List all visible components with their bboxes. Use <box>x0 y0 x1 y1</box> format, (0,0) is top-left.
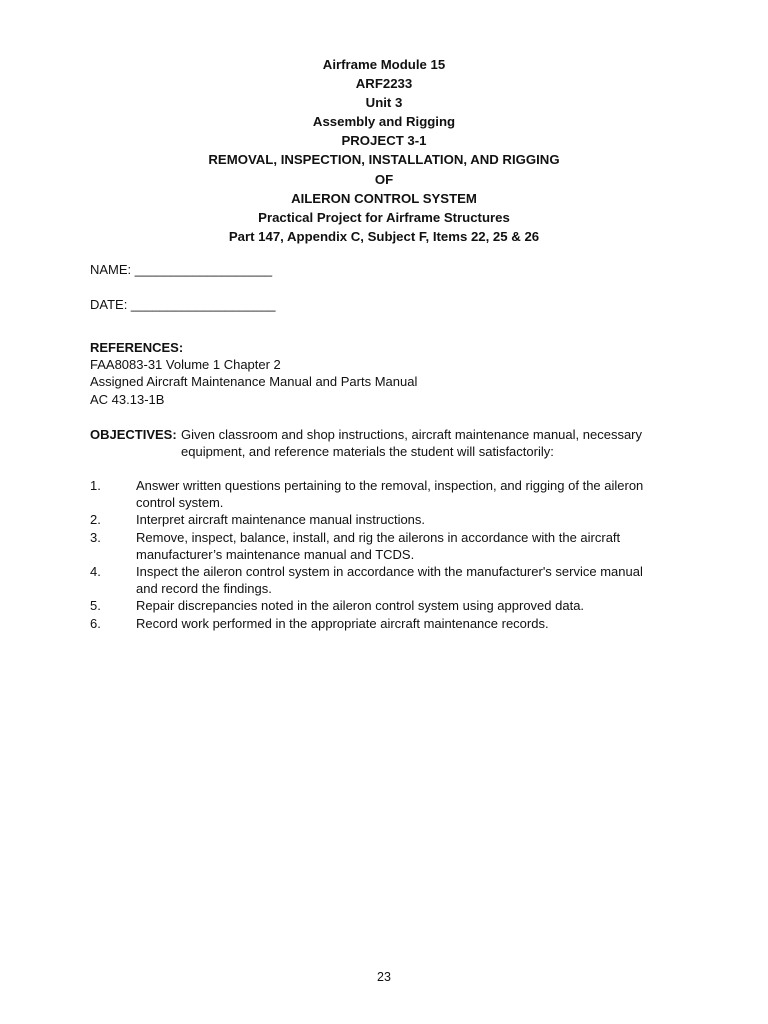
course-code: ARF2233 <box>355 76 413 92</box>
reference-item: Assigned Aircraft Maintenance Manual and Parts Manual <box>90 374 418 390</box>
objectives-list <box>90 477 680 632</box>
project-title-line-2: OF <box>374 171 394 187</box>
list-item-number: 5. <box>90 598 101 614</box>
project-title-line-3: AILERON CONTROL SYSTEM <box>291 190 477 206</box>
list-item <box>90 477 680 511</box>
list-item-text: Inspect the aileron control system in accordance with the manufacturer's service manual and record the findings. <box>136 564 643 597</box>
list-item <box>90 529 680 563</box>
list-item-text: Record work performed in the appropriate aircraft maintenance records. <box>136 615 549 631</box>
list-item-number: 1. <box>90 478 101 493</box>
list-item-text: Remove, inspect, balance, install, and rig the ailerons in accordance with the aircraft manufacturer’s maintenance manual and TCDS. <box>136 529 621 562</box>
list-item-text: Interpret aircraft maintenance manual instructions. <box>136 512 426 528</box>
list-item-number: 2. <box>90 512 101 528</box>
project-subtitle: Practical Project for Airframe Structures <box>258 209 510 225</box>
project-title-line-1: REMOVAL, INSPECTION, INSTALLATION, AND RIGGING <box>208 152 560 168</box>
page-number: 23 <box>377 970 391 984</box>
list-item-number: 3. <box>90 529 101 545</box>
list-item-text: Repair discrepancies noted in the aileron control system using approved data. <box>136 598 585 614</box>
list-item-text: Answer written questions pertaining to the removal, inspection, and rigging of the aileron control system. <box>136 478 644 511</box>
list-item-number: 4. <box>90 564 101 580</box>
reference-item: FAA8083-31 Volume 1 Chapter 2 <box>90 357 281 373</box>
list-item <box>90 563 680 597</box>
reference-item: AC 43.13-1B <box>90 391 165 407</box>
list-item <box>90 511 680 528</box>
unit-title: Assembly and Rigging <box>312 114 456 130</box>
objectives-section <box>90 426 670 460</box>
regulation-reference: Part 147, Appendix C, Subject F, Items 22, 25 & 26 <box>228 228 540 244</box>
references-section <box>90 339 417 408</box>
objectives-text: Given classroom and shop instructions, aircraft maintenance manual, necessary equipment, and reference materials the student will satisfactorily: <box>181 427 642 460</box>
list-item-number: 6. <box>90 615 101 631</box>
references-heading: REFERENCES: <box>90 340 184 355</box>
module-title: Airframe Module 15 <box>322 57 446 72</box>
list-item <box>90 615 680 632</box>
document-header <box>0 55 768 246</box>
list-item <box>90 597 680 614</box>
project-number: PROJECT 3-1 <box>341 133 427 149</box>
name-field: NAME: ___________________ <box>90 262 273 277</box>
unit-label: Unit 3 <box>365 95 403 111</box>
date-field: DATE: ____________________ <box>90 297 276 312</box>
objectives-label: OBJECTIVES: <box>90 427 177 442</box>
